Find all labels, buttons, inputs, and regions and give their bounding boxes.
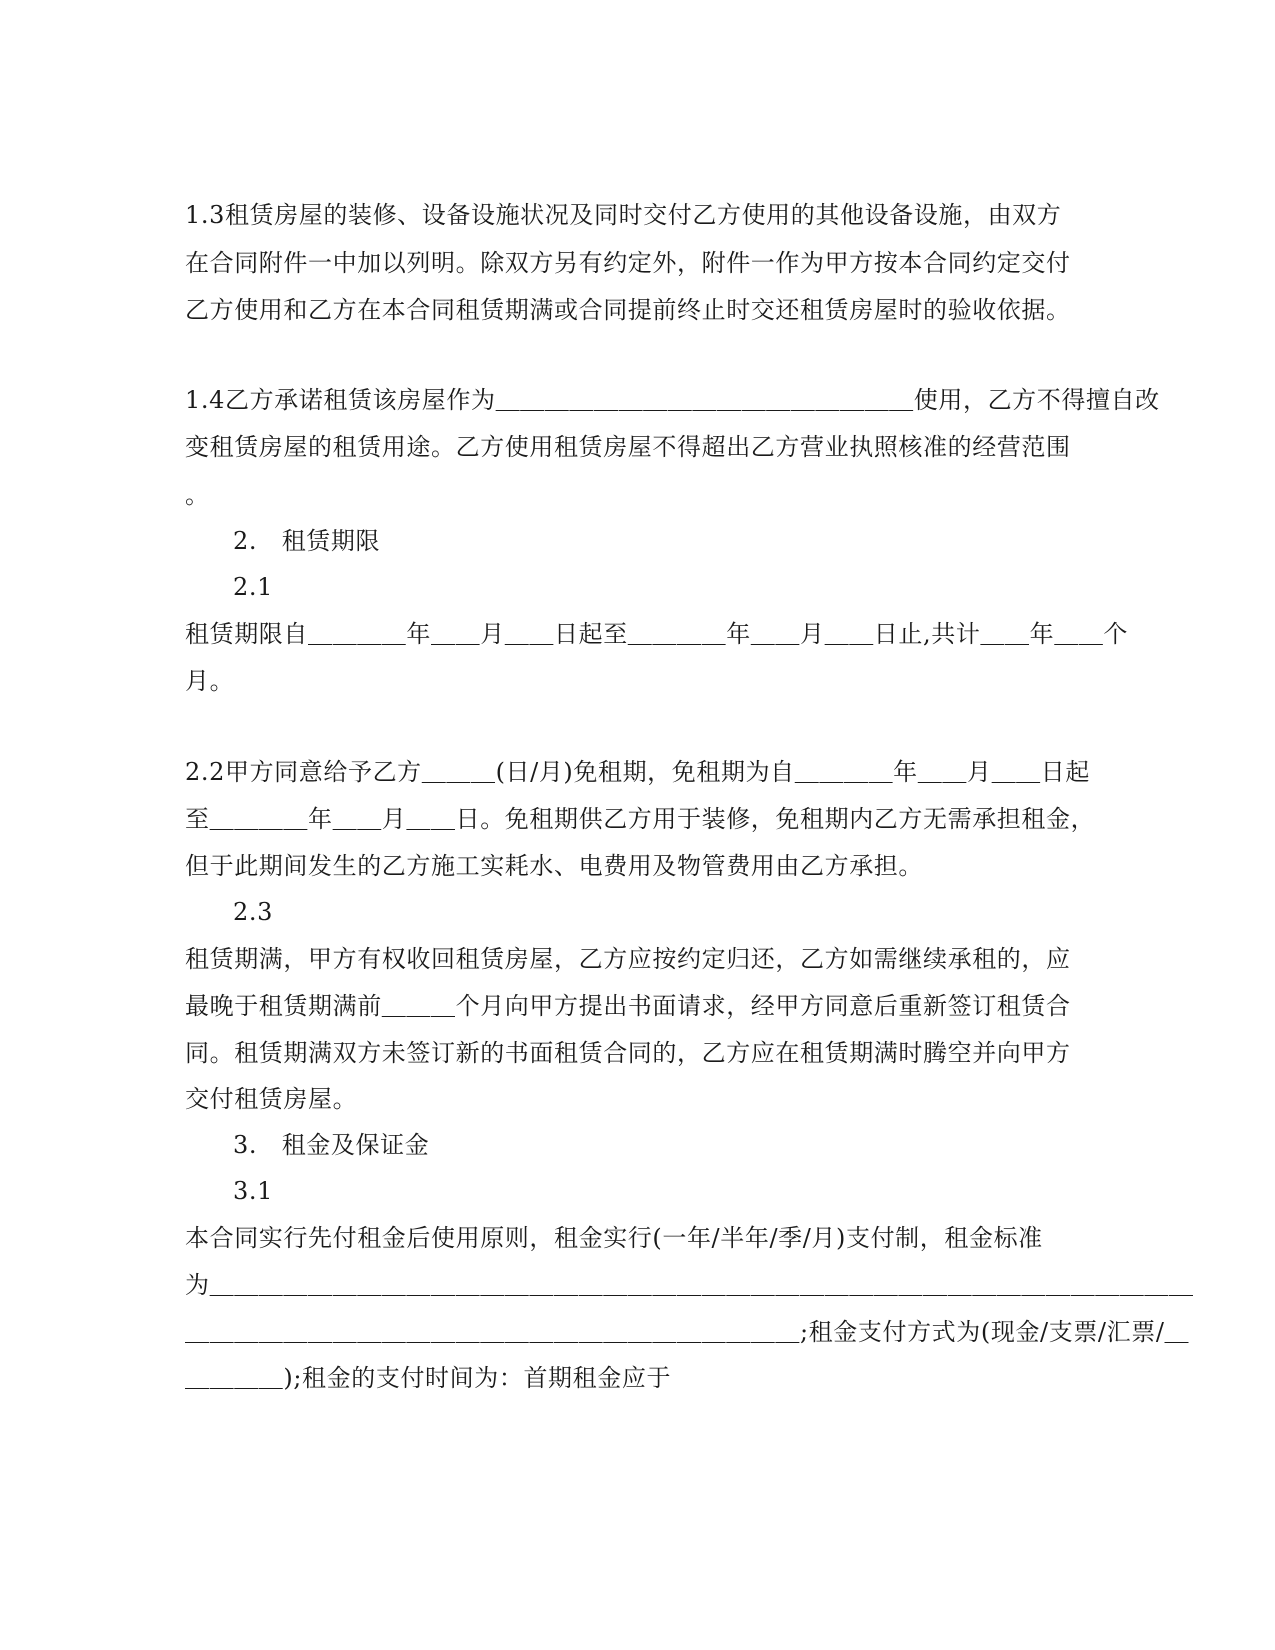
clause-3-1-number: 3.1: [233, 1177, 273, 1205]
clause-3-1-line-3: ＿＿＿＿＿＿＿＿＿＿＿＿＿＿＿＿＿＿＿＿＿＿＿＿＿;租金支付方式为(现金/支票/汇票/＿: [185, 1318, 1190, 1346]
clause-2-3-line-1: 租赁期满，甲方有权收回租赁房屋，乙方应按约定归还，乙方如需继续承租的，应: [185, 945, 1071, 973]
clause-3-1-line-1: 本合同实行先付租金后使用原则，租金实行(一年/半年/季/月)支付制，租金标准: [185, 1224, 1043, 1252]
clause-3-1-line-4: ＿＿＿＿);租金的支付时间为：首期租金应于: [185, 1364, 672, 1392]
clause-1-3-line-3: 乙方使用和乙方在本合同租赁期满或合同提前终止时交还租赁房屋时的验收依据。: [185, 296, 1071, 324]
clause-2-2-line-3: 但于此期间发生的乙方施工实耗水、电费用及物管费用由乙方承担。: [185, 852, 923, 880]
section-3-heading: 3. 租金及保证金: [233, 1131, 430, 1159]
clause-1-3-line-2: 在合同附件一中加以列明。除双方另有约定外，附件一作为甲方按本合同约定交付: [185, 249, 1071, 277]
clause-3-1-line-2: 为＿＿＿＿＿＿＿＿＿＿＿＿＿＿＿＿＿＿＿＿＿＿＿＿＿＿＿＿＿＿＿＿＿＿＿＿＿＿＿＿: [185, 1271, 1194, 1299]
clause-2-3-line-4: 交付租赁房屋。: [185, 1085, 358, 1113]
clause-2-1-number: 2.1: [233, 573, 273, 601]
clause-2-2-line-1: 2.2甲方同意给予乙方＿＿＿(日/月)免租期，免租期为自＿＿＿＿年＿＿月＿＿日起: [185, 758, 1090, 786]
clause-2-3-line-2: 最晚于租赁期满前＿＿＿个月向甲方提出书面请求，经甲方同意后重新签订租赁合: [185, 992, 1071, 1020]
clause-2-3-number: 2.3: [233, 898, 273, 926]
clause-1-4-line-2: 变租赁房屋的租赁用途。乙方使用租赁房屋不得超出乙方营业执照核准的经营范围: [185, 433, 1071, 461]
clause-2-1-line-2: 月。: [185, 667, 235, 695]
clause-1-4-line-1: 1.4乙方承诺租赁该房屋作为＿＿＿＿＿＿＿＿＿＿＿＿＿＿＿＿＿使用，乙方不得擅自改: [185, 386, 1160, 414]
clause-1-4-line-3: 。: [185, 481, 210, 509]
section-2-heading: 2. 租赁期限: [233, 527, 381, 555]
clause-2-1-line-1: 租赁期限自＿＿＿＿年＿＿月＿＿日起至＿＿＿＿年＿＿月＿＿日止,共计＿＿年＿＿个: [185, 620, 1129, 648]
clause-2-2-line-2: 至＿＿＿＿年＿＿月＿＿日。免租期供乙方用于装修，免租期内乙方无需承担租金，: [185, 805, 1096, 833]
clause-1-3-line-1: 1.3租赁房屋的装修、设备设施状况及同时交付乙方使用的其他设备设施，由双方: [185, 201, 1062, 229]
clause-2-3-line-3: 同。租赁期满双方未签订新的书面租赁合同的，乙方应在租赁期满时腾空并向甲方: [185, 1039, 1071, 1067]
